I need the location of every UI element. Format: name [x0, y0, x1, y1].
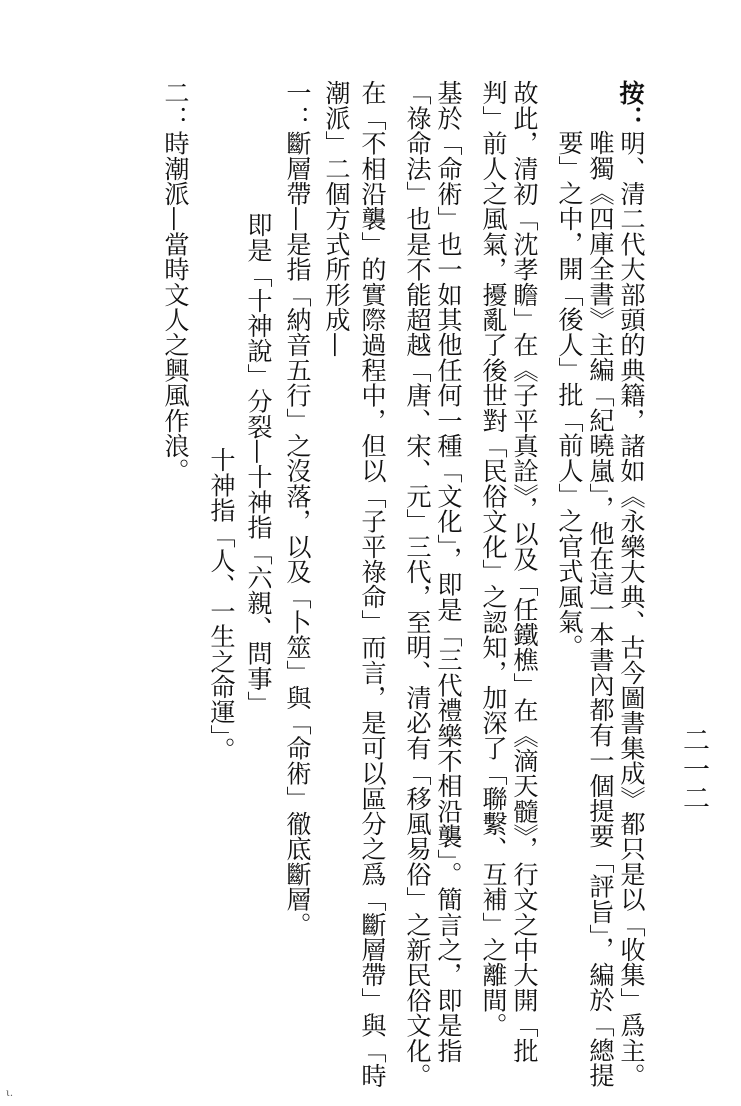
column-text: 十神指「人、一生之命運」。: [207, 447, 236, 762]
text-column-3: [554, 130, 584, 659]
column-text: 一：斷層帶—是指「納音五行」之沒落，以及「卜筮」與「命術」徹底斷層。: [283, 80, 312, 937]
column-text: 基於「命術」也一如其他任何一種「文化」，即是「三代禮樂不相沿襲」。簡言之，即是指: [434, 80, 463, 1063]
text-column-10: [282, 80, 312, 937]
column-text: 故此，清初「沈孝瞻」在《子平真詮》，以及「任鐵樵」在《滴天髓》，行文之中大開「批: [510, 80, 539, 1063]
text-column-2: [585, 130, 615, 1088]
text-column-13: [160, 80, 190, 483]
column-text: 潮派」二個方式所形成—: [322, 80, 351, 358]
text-column-6: [433, 80, 463, 1063]
text-column-11: [243, 212, 273, 716]
column-text: 唯獨《四庫全書》主編「紀曉嵐」，他在這一本書內都有一個提要「評旨」，編於「總提: [586, 130, 615, 1088]
text-column-7: [402, 80, 432, 1088]
text-column-8: [357, 80, 387, 1088]
column-text: 明、清二代大部頭的典籍，諸如《永樂大典、古今圖書集成》都只是以「收集」爲主。: [617, 130, 646, 1089]
note-label: 按：: [616, 80, 646, 131]
column-text: 二：時潮派—當時文人之興風作浪。: [161, 80, 190, 484]
stray-mark: ι.: [6, 1088, 14, 1099]
column-text: 即是「十神說」分裂—十神指「六親、問事」: [244, 212, 273, 716]
text-column-4: [509, 80, 539, 1063]
column-text: 判」前人之風氣，擾亂了後世對「民俗文化」之認知，加深了「聯繫、互補」之離間。: [479, 80, 508, 1038]
column-text: 在「不相沿襲」的實際過程中，但以「子平祿命」而言，是可以區分之爲「斷層帶」與「時: [358, 80, 387, 1088]
column-text: 「祿命法」也是不能超越「唐、宋、元」三代，至明、清必有「移風易俗」之新民俗文化。: [403, 80, 432, 1088]
text-column-9: [321, 80, 351, 357]
text-column-5: [478, 80, 508, 1038]
page-number: 二一二: [678, 726, 709, 813]
text-column-12: [206, 447, 236, 762]
column-text: 要」之中，開「後人」批「前人」之官式風氣。: [555, 130, 584, 660]
text-column-1: [616, 80, 646, 1088]
